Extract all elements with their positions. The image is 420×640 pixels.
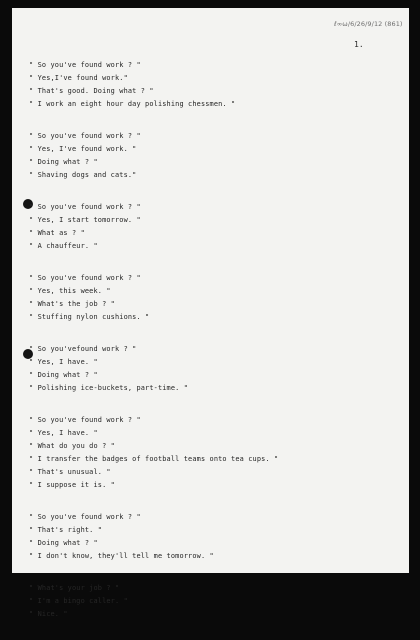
dialogue-scene [29, 343, 278, 395]
dialogue-scene [29, 414, 278, 493]
dialogue-line: " Nice. " [29, 610, 68, 619]
dialogue-line: " I transfer the badges of football teams onto tea cups. " [29, 455, 279, 464]
dialogue-line: " That's good. Doing what ? " [29, 87, 154, 96]
dialogue-line: " Doing what ? " [29, 539, 98, 548]
dialogue-line: " Shaving dogs and cats." [29, 171, 137, 180]
dialogue-scene [29, 59, 278, 111]
dialogue-line: " I don't know, they'll tell me tomorrow. " [29, 552, 214, 561]
dialogue-line: " I work an eight hour day polishing chessmen. " [29, 100, 236, 109]
dialogue-scene [29, 582, 278, 621]
dialogue-line: " Polishing ice-buckets, part-time. " [29, 384, 189, 393]
typescript-page [12, 8, 409, 619]
dialogue-scene [29, 272, 278, 324]
dialogue-line: " So you've found work ? " [29, 202, 141, 211]
dialogue-line: " What's your job ? " [29, 583, 120, 592]
dialogue-line: " So you've found work ? " [29, 273, 141, 282]
dialogue-line: " I suppose it is. " [29, 481, 115, 490]
dialogue-line: " What do you do ? " [29, 442, 115, 451]
dialogue-line: " So you'vefound work ? " [29, 344, 137, 353]
page-number: 1. [354, 40, 364, 49]
dialogue-line: " Yes,I've found work." [29, 74, 128, 83]
dialogue-scene [29, 511, 278, 563]
archive-reference: ℓ∞ω/6/26/9/12 (861) [334, 20, 403, 28]
dialogue-line: " That's right. " [29, 526, 103, 535]
dialogue-line: " What as ? " [29, 229, 85, 238]
dialogue-line: " So you've found work ? " [29, 131, 141, 140]
dialogue-line: " Yes, this week. " [29, 287, 111, 295]
dialogue-line: " I'm a bingo caller. " [29, 597, 128, 606]
dialogue-line: " Yes, I've found work. " [29, 145, 137, 154]
dialogue-line: " So you've found work ? " [29, 415, 141, 424]
dialogue-scenes [29, 59, 278, 640]
dialogue-line: " A chauffeur. " [29, 242, 98, 251]
dialogue-scene [29, 130, 278, 182]
dialogue-scene [29, 201, 278, 253]
dialogue-line: " Yes, I have. " [29, 428, 98, 437]
dialogue-line: " So you've found work ? " [29, 513, 141, 521]
dialogue-line: " So you've found work ? " [29, 61, 141, 69]
dialogue-line: " Doing what ? " [29, 371, 98, 380]
dialogue-line: " Yes, I have. " [29, 357, 98, 366]
dialogue-line: " Stuffing nylon cushions. " [29, 313, 150, 322]
dialogue-line: " That's unusual. " [29, 468, 111, 477]
dialogue-line: " What's the job ? " [29, 300, 115, 309]
dialogue-line: " Doing what ? " [29, 158, 98, 167]
dialogue-line: " Yes, I start tomorrow. " [29, 216, 141, 225]
